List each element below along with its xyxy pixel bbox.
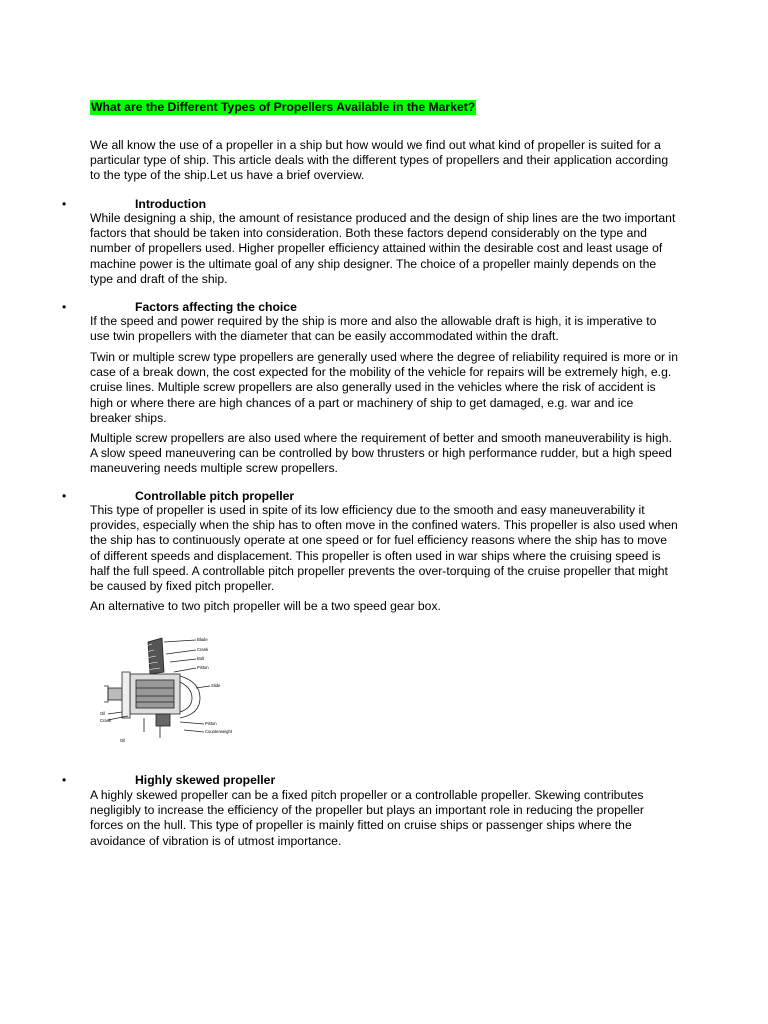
diagram-label: Slide — [211, 683, 221, 688]
diagram-label: Oil — [120, 738, 126, 743]
section-heading-highly-skewed: Highly skewed propeller — [135, 773, 276, 787]
bullet-marker: • — [62, 300, 67, 314]
propeller-hub-diagram — [100, 632, 240, 747]
document-title: What are the Different Types of Propellers Available in the Market? — [91, 100, 476, 114]
section-paragraph: Twin or multiple screw type propellers are generally used where the degree of reliability required is more or in case of a break down, the cost expected for the mobility of the vehicle for repairs will be extremely high, e.g. cruise lines. Multiple screw propellers are also generally used in the vehicles where the risk of accident is high or where there are high chances of a part or machinery of ship to get damaged, e.g. war and ice breaker ships. — [90, 350, 678, 425]
section-heading-introduction: Introduction — [135, 197, 207, 211]
diagram-label: Crank — [100, 718, 112, 723]
section-paragraph: While designing a ship, the amount of resistance produced and the design of ship lines are the two important factors that should be taken into consideration. Both these factors depend considerably on the type and number of propellers used. Higher propeller efficiency attained within the desirable cost and least usage of machine power is the ultimate goal of any ship designer. The choice of a propeller mainly depends on the type and draft of the ship. — [90, 211, 676, 286]
bullet-marker: • — [62, 489, 67, 503]
bullet-marker: • — [62, 197, 67, 211]
section-paragraph: Multiple screw propellers are also used where the requirement of better and smooth maneuverability is high. A slow speed maneuvering can be controlled by bow thrusters or high performance rudder, but a high speed maneuvering needs multiple screw propellers. — [90, 431, 672, 476]
diagram-label: Crank — [197, 647, 209, 652]
intro-paragraph: We all know the use of a propeller in a ship but how would we find out what kind of propeller is suited for a particular type of ship. This article deals with the different types of propellers and their application according to the type of the ship.Let us have a brief overview. — [90, 138, 669, 183]
bullet-marker: • — [62, 773, 67, 787]
diagram-label: Blade — [197, 637, 208, 642]
diagram-label: Counterweight — [205, 729, 233, 734]
section-paragraph: An alternative to two pitch propeller will be a two speed gear box. — [90, 599, 441, 613]
section-paragraph: If the speed and power required by the ship is more and also the allowable draft is high, it is imperative to use twin propellers with the diameter that can be easily accommodated within the draft. — [90, 314, 657, 344]
section-paragraph: A highly skewed propeller can be a fixed pitch propeller or a controllable propeller. Skewing contributes negligibly to increase the efficiency of the propeller but plays an important role in reducing the propeller forces on the hull. This type of propeller is mainly fitted on cruise ships or passenger ships where the avoidance of vibration is of utmost importance. — [90, 788, 644, 848]
section-paragraph: This type of propeller is used in spite of its low efficiency due to the smooth and easy maneuverability it provides, especially when the ship has to often move in the confined waters. This propeller is also used when the ship has to continuously operate at one speed or for fuel efficiency reasons where the ship has to move of different speeds and displacement. This propeller is often used in war ships where the cruising speed is half the full speed. A controllable pitch propeller prevents the over-torquing of the cruise propeller that might be caused by fixed pitch propeller. — [90, 503, 678, 594]
diagram-label: Piston — [197, 665, 209, 670]
diagram-label: Piston — [205, 721, 217, 726]
section-heading-factors: Factors affecting the choice — [135, 300, 297, 314]
diagram-label: Oil — [100, 711, 106, 716]
diagram-label: Bolt — [197, 656, 205, 661]
section-heading-controllable-pitch: Controllable pitch propeller — [135, 489, 295, 503]
